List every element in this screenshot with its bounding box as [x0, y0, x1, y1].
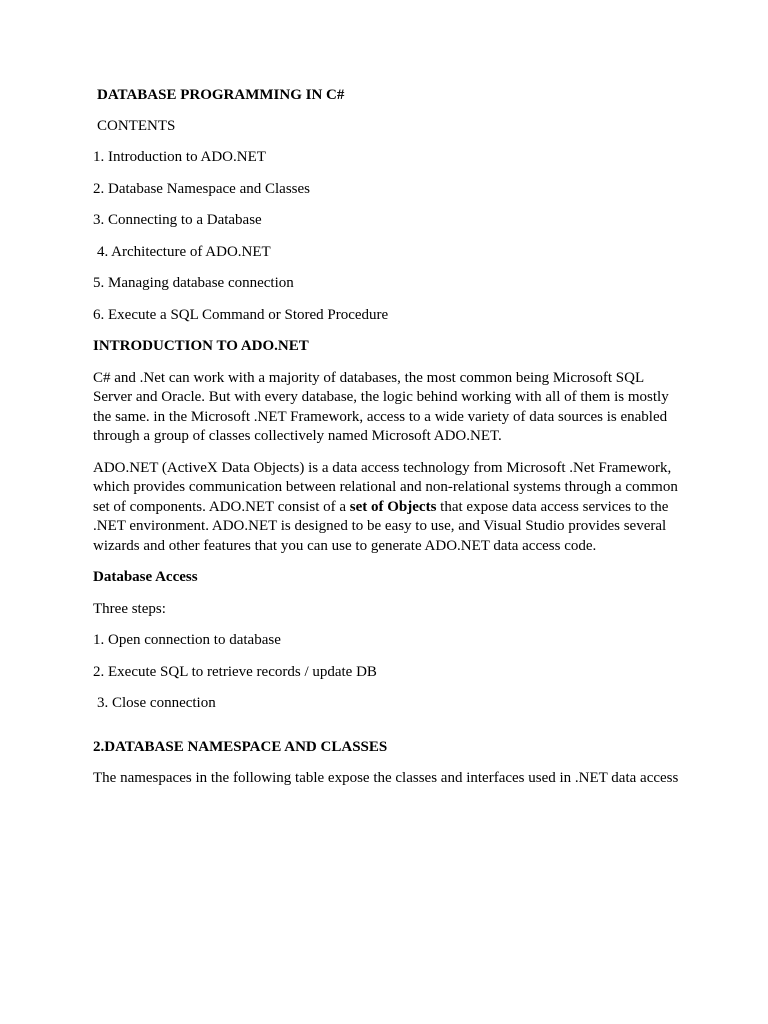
intro-paragraph-2-part-b: that expose data access services to the .NET environment. ADO.NET is designed to be easy to use, and Visual Studio provides several wizards and other features that you can use to generate ADO.NET data access code.	[93, 498, 669, 554]
intro-paragraph-2	[93, 459, 683, 557]
document-page	[93, 86, 683, 801]
toc-item: 4. Architecture of ADO.NET	[97, 243, 271, 260]
section-heading-intro: INTRODUCTION TO ADO.NET	[93, 338, 309, 354]
database-access-heading: Database Access	[93, 569, 198, 585]
step-item: 2. Execute SQL to retrieve records / update DB	[93, 663, 377, 680]
document-title: DATABASE PROGRAMMING IN C#	[97, 87, 345, 103]
toc-item: 6. Execute a SQL Command or Stored Procedure	[93, 306, 389, 323]
step-item: 3. Close connection	[97, 695, 216, 711]
namespace-paragraph: The namespaces in the following table expose the classes and interfaces used in .NET data access	[93, 770, 679, 786]
section-heading-namespace: 2.DATABASE NAMESPACE AND CLASSES	[93, 738, 388, 755]
intro-paragraph-2-bold: set of Objects	[349, 498, 437, 515]
steps-intro: Three steps:	[93, 600, 166, 617]
contents-heading: CONTENTS	[97, 117, 176, 134]
toc-item: 2. Database Namespace and Classes	[93, 180, 311, 197]
intro-paragraph: C# and .Net can work with a majority of databases, the most common being Microsoft SQL Server and Oracle. But with every database, the logic behind working with all of them is mostly the same. in the Microsoft .NET Framework, access to a wide variety of data sources is enabled through a group of classes collectively named Microsoft ADO.NET.	[93, 369, 669, 444]
intro-paragraph-2-part-a: ADO.NET (ActiveX Data Objects) is a data access technology from Microsoft .Net Framework, which provides communication between relational and non-relational systems through a common set of components. ADO.NET consist of a	[93, 459, 678, 515]
toc-item: 5. Managing database connection	[93, 275, 294, 291]
step-item: 1. Open connection to database	[93, 632, 281, 648]
toc-item: 3. Connecting to a Database	[93, 212, 262, 228]
toc-item: 1. Introduction to ADO.NET	[93, 149, 266, 165]
